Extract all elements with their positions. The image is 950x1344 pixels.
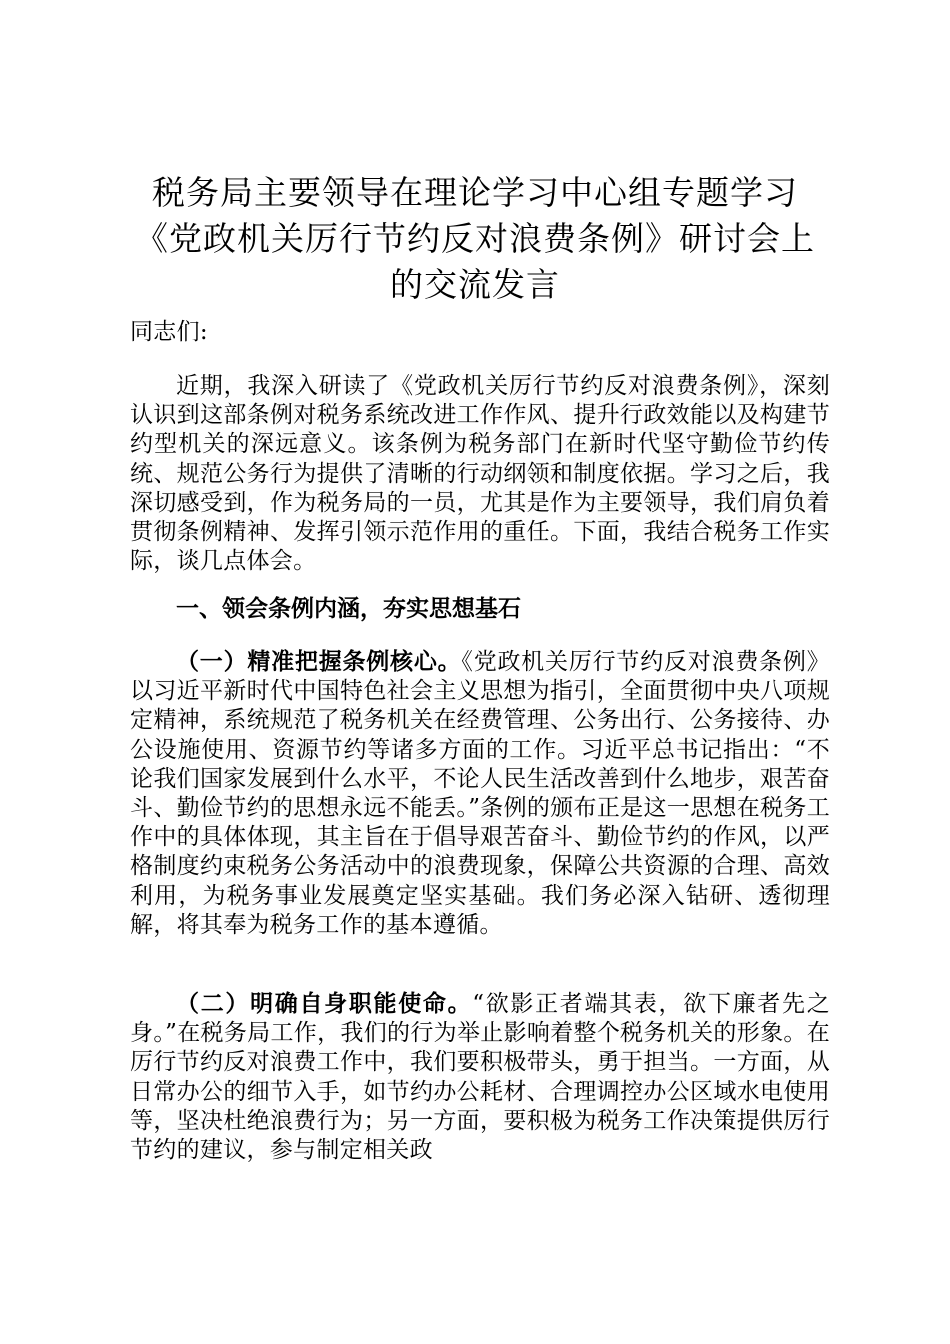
intro-paragraph: 近期，我深入研读了《党政机关厉行节约反对浪费条例》，深刻认识到这部条例对税务系统改进工作作风、提升行政效能以及构建节约型机关的深远意义。该条例为税务部门在新时代坚守勤俭节约传统、规范公务行为提供了清晰的行动纲领和制度依据。学习之后，我深切感受到，作为税务局的一员，尤其是作为主要领导，我们肩负着贯彻条例精神、发挥引领示范作用的重任。下面，我结合税务工作实际，谈几点体会。	[130, 373, 830, 575]
document-title	[110, 170, 840, 308]
subsection-2-text: “欲影正者端其表，欲下廉者先之身。”在税务局工作，我们的行为举止影响着整个税务机关的形象。在厉行节约反对浪费工作中，我们要积极带头，勇于担当。一方面，从日常办公的细节入手，如节约办公耗材、合理调控办公区域水电使用等，坚决杜绝浪费行为；另一方面，要积极为税务工作决策提供厉行节约的建议，参与制定相关政	[130, 991, 830, 1164]
subsection-2-lead: （二）明确自身职能使命。	[176, 991, 473, 1017]
subsection-2-paragraph	[130, 990, 830, 1165]
salutation: 同志们:	[130, 319, 208, 345]
subsection-1-text: 《党政机关厉行节约反对浪费条例》以习近平新时代中国特色社会主义思想为指引，全面贯彻中央八项规定精神，系统规范了税务机关在经费管理、公务出行、公务接待、办公设施使用、资源节约等诸多方面的工作。习近平总书记指出：“不论我们国家发展到什么水平，不论人民生活改善到什么地步，艰苦奋斗、勤俭节约的思想永远不能丢。”条例的颁布正是这一思想在税务工作中的具体体现，其主旨在于倡导艰苦奋斗、勤俭节约的作风，以严格制度约束税务公务活动中的浪费现象，保障公共资源的合理、高效利用，为税务事业发展奠定坚实基础。我们务必深入钻研、透彻理解，将其奉为税务工作的基本遵循。	[130, 649, 830, 938]
subsection-1-paragraph	[130, 648, 830, 940]
title-line-3: 的交流发言	[390, 265, 560, 304]
title-line-1: 税务局主要领导在理论学习中心组专题学习	[152, 173, 798, 212]
section-1-heading: 一、领会条例内涵，夯实思想基石	[176, 596, 521, 622]
subsection-1-lead: （一）精准把握条例核心。	[176, 649, 462, 675]
title-line-2: 《党政机关厉行节约反对浪费条例》研讨会上	[135, 219, 815, 258]
